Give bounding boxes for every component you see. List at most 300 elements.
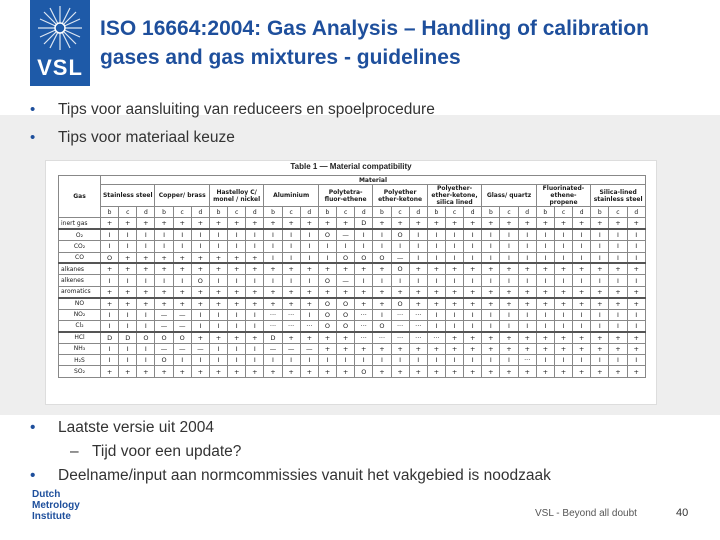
compatibility-cell: O (318, 320, 336, 331)
gas-cell: CO₂ (59, 241, 101, 252)
compatibility-cell: I (591, 320, 609, 331)
compatibility-cell: + (173, 366, 191, 377)
compatibility-cell: I (500, 355, 518, 366)
compatibility-cell: O (173, 332, 191, 343)
compatibility-cell: + (373, 366, 391, 377)
condition-subheader: c (282, 207, 300, 218)
compatibility-cell: I (373, 309, 391, 320)
condition-subheader: c (119, 207, 137, 218)
compatibility-cell: I (101, 229, 119, 240)
compatibility-cell: + (427, 218, 445, 229)
compatibility-cell: + (482, 286, 500, 297)
compatibility-cell: + (264, 286, 282, 297)
compatibility-cell: + (482, 332, 500, 343)
table-row (59, 275, 646, 286)
compatibility-cell: + (228, 252, 246, 263)
compatibility-cell: + (500, 286, 518, 297)
compatibility-cell: O (337, 298, 355, 309)
condition-subheader: c (554, 207, 572, 218)
compatibility-cell: + (246, 218, 264, 229)
compatibility-cell: I (427, 229, 445, 240)
compatibility-cell: ··· (427, 332, 445, 343)
compatibility-cell: + (536, 332, 554, 343)
compatibility-cell: + (609, 263, 627, 274)
bullet-text: Tips voor aansluiting van reduceers en spoelprocedure (58, 101, 435, 118)
compatibility-cell: + (373, 298, 391, 309)
compatibility-cell: + (137, 286, 155, 297)
compatibility-cell: — (173, 320, 191, 331)
compatibility-cell: + (464, 332, 482, 343)
compatibility-cell: I (318, 355, 336, 366)
compatibility-cell: O (137, 332, 155, 343)
compatibility-cell: I (536, 241, 554, 252)
compatibility-cell: + (609, 218, 627, 229)
compatibility-cell: + (500, 263, 518, 274)
compatibility-cell: + (282, 218, 300, 229)
compatibility-cell: + (573, 332, 591, 343)
vsl-logo (30, 0, 90, 86)
compatibility-cell: + (518, 366, 536, 377)
compatibility-cell: + (173, 263, 191, 274)
compatibility-cell: + (554, 332, 572, 343)
table-row (59, 320, 646, 331)
compatibility-cell: ··· (409, 320, 427, 331)
compatibility-cell: I (591, 241, 609, 252)
compatibility-cell: + (591, 343, 609, 354)
compatibility-cell: + (427, 263, 445, 274)
compatibility-cell: I (264, 252, 282, 263)
compatibility-cell: I (554, 275, 572, 286)
compatibility-cell: O (101, 252, 119, 263)
compatibility-cell: I (209, 275, 227, 286)
compatibility-cell: + (318, 366, 336, 377)
compatibility-cell: + (300, 332, 318, 343)
table-row (59, 298, 646, 309)
compatibility-cell: I (264, 355, 282, 366)
compatibility-cell: + (409, 343, 427, 354)
compatibility-cell: I (445, 275, 463, 286)
compatibility-cell: + (609, 343, 627, 354)
compatibility-cell: I (609, 309, 627, 320)
compatibility-cell: + (409, 366, 427, 377)
compatibility-cell: I (464, 229, 482, 240)
compatibility-cell: + (318, 343, 336, 354)
material-name-header: Copper/ brass (155, 185, 209, 207)
compatibility-cell: I (518, 241, 536, 252)
top-bullet-list (30, 98, 690, 154)
compatibility-cell: + (228, 263, 246, 274)
compatibility-cell: I (246, 343, 264, 354)
compatibility-cell: + (500, 343, 518, 354)
compatibility-cell: I (373, 241, 391, 252)
compatibility-cell: + (191, 286, 209, 297)
compatibility-cell: I (119, 241, 137, 252)
compatibility-cell: I (173, 275, 191, 286)
compatibility-cell: + (101, 286, 119, 297)
table-row (59, 355, 646, 366)
compatibility-cell: I (500, 320, 518, 331)
compatibility-cell: + (155, 218, 173, 229)
compatibility-cell: I (246, 320, 264, 331)
material-compatibility-table-image (45, 160, 657, 405)
material-name-header: Fluorinated- ethene- propene (536, 185, 590, 207)
condition-subheader: d (355, 207, 373, 218)
compatibility-cell: + (573, 263, 591, 274)
compatibility-cell: + (464, 263, 482, 274)
compatibility-cell: I (173, 241, 191, 252)
compatibility-cell: + (627, 332, 645, 343)
gas-cell: O₂ (59, 229, 101, 240)
compatibility-cell: + (554, 298, 572, 309)
compatibility-cell: + (609, 298, 627, 309)
compatibility-cell: + (536, 218, 554, 229)
compatibility-cell: I (191, 355, 209, 366)
compatibility-cell: + (119, 298, 137, 309)
compatibility-cell: + (554, 263, 572, 274)
compatibility-cell: I (536, 229, 554, 240)
bullet-icon: • (30, 467, 36, 484)
compatibility-cell: I (482, 229, 500, 240)
compatibility-cell: I (445, 241, 463, 252)
compatibility-cell: + (445, 332, 463, 343)
compatibility-cell: I (228, 275, 246, 286)
condition-subheader: b (373, 207, 391, 218)
compatibility-cell: + (373, 218, 391, 229)
compatibility-cell: + (173, 218, 191, 229)
compatibility-cell: I (409, 355, 427, 366)
compatibility-cell: I (591, 229, 609, 240)
compatibility-cell: O (391, 263, 409, 274)
compatibility-cell: I (427, 275, 445, 286)
material-name-header: Polyether- ether-ketone, silica lined (427, 185, 481, 207)
compatibility-cell: O (155, 355, 173, 366)
compatibility-cell: I (119, 229, 137, 240)
bullet-icon: • (30, 101, 36, 118)
compatibility-cell: O (337, 252, 355, 263)
compatibility-cell: I (500, 309, 518, 320)
material-compatibility-table (58, 175, 646, 378)
compatibility-cell: I (500, 241, 518, 252)
compatibility-cell: I (627, 241, 645, 252)
compatibility-cell: — (264, 343, 282, 354)
compatibility-cell: I (518, 320, 536, 331)
compatibility-cell: + (155, 286, 173, 297)
compatibility-cell: I (536, 309, 554, 320)
compatibility-cell: + (137, 218, 155, 229)
compatibility-cell: I (300, 241, 318, 252)
material-header: Material (101, 176, 646, 185)
condition-subheader: d (573, 207, 591, 218)
condition-subheader: d (518, 207, 536, 218)
compatibility-cell: + (482, 218, 500, 229)
compatibility-cell: + (573, 218, 591, 229)
compatibility-cell: + (445, 218, 463, 229)
compatibility-cell: I (536, 252, 554, 263)
compatibility-cell: I (246, 309, 264, 320)
compatibility-cell: + (337, 366, 355, 377)
compatibility-cell: I (209, 320, 227, 331)
compatibility-cell: I (464, 355, 482, 366)
gas-cell: alkenes (59, 275, 101, 286)
compatibility-cell: I (173, 229, 191, 240)
compatibility-cell: I (445, 355, 463, 366)
compatibility-cell: I (137, 343, 155, 354)
gas-cell: HCl (59, 332, 101, 343)
compatibility-cell: I (155, 241, 173, 252)
dutch-metrology-institute-label (32, 489, 80, 522)
compatibility-cell: + (536, 286, 554, 297)
condition-subheader: c (609, 207, 627, 218)
compatibility-cell: + (119, 252, 137, 263)
compatibility-cell: + (500, 298, 518, 309)
compatibility-cell: I (464, 241, 482, 252)
compatibility-cell: + (554, 218, 572, 229)
compatibility-cell: I (282, 252, 300, 263)
compatibility-cell: I (137, 241, 155, 252)
dash-icon: – (70, 443, 79, 460)
material-name-header: Glass/ quartz (482, 185, 536, 207)
compatibility-cell: + (191, 366, 209, 377)
page-number: 40 (676, 507, 689, 519)
compatibility-cell: + (573, 298, 591, 309)
table-row (59, 229, 646, 240)
compatibility-cell: + (246, 286, 264, 297)
compatibility-cell: + (209, 332, 227, 343)
compatibility-cell: + (445, 366, 463, 377)
compatibility-cell: + (591, 263, 609, 274)
gas-cell: inert gas (59, 218, 101, 229)
compatibility-cell: + (627, 263, 645, 274)
compatibility-cell: — (173, 309, 191, 320)
compatibility-cell: I (282, 355, 300, 366)
compatibility-cell: I (536, 355, 554, 366)
compatibility-cell: + (409, 298, 427, 309)
compatibility-cell: + (591, 366, 609, 377)
compatibility-cell: + (518, 286, 536, 297)
compatibility-cell: + (119, 218, 137, 229)
compatibility-cell: I (464, 252, 482, 263)
compatibility-cell: I (282, 229, 300, 240)
condition-subheader: d (627, 207, 645, 218)
compatibility-cell: + (209, 218, 227, 229)
compatibility-cell: I (228, 309, 246, 320)
compatibility-cell: I (573, 252, 591, 263)
compatibility-cell: I (137, 320, 155, 331)
material-name-header: Polyether ether-ketone (373, 185, 427, 207)
compatibility-cell: ··· (391, 309, 409, 320)
compatibility-cell: I (573, 320, 591, 331)
compatibility-cell: I (246, 229, 264, 240)
footer-text: VSL - Beyond all doubt (535, 508, 637, 519)
compatibility-cell: + (209, 366, 227, 377)
compatibility-cell: I (573, 275, 591, 286)
compatibility-cell: + (427, 366, 445, 377)
compatibility-cell: I (427, 320, 445, 331)
compatibility-cell: I (155, 229, 173, 240)
compatibility-cell: I (445, 252, 463, 263)
compatibility-cell: + (228, 218, 246, 229)
compatibility-cell: I (482, 309, 500, 320)
compatibility-cell: + (137, 298, 155, 309)
compatibility-cell: + (337, 332, 355, 343)
compatibility-cell: + (300, 286, 318, 297)
compatibility-cell: I (591, 355, 609, 366)
condition-subheader: c (500, 207, 518, 218)
compatibility-cell: D (119, 332, 137, 343)
compatibility-cell: — (337, 229, 355, 240)
compatibility-cell: + (573, 286, 591, 297)
compatibility-cell: I (500, 275, 518, 286)
compatibility-cell: + (373, 286, 391, 297)
compatibility-cell: + (518, 332, 536, 343)
compatibility-cell: ··· (518, 355, 536, 366)
compatibility-cell: + (445, 263, 463, 274)
compatibility-cell: O (355, 252, 373, 263)
condition-subheader: b (482, 207, 500, 218)
compatibility-cell: I (573, 309, 591, 320)
compatibility-cell: + (191, 298, 209, 309)
compatibility-cell: + (318, 332, 336, 343)
compatibility-cell: I (137, 229, 155, 240)
compatibility-cell: + (482, 366, 500, 377)
compatibility-cell: + (191, 252, 209, 263)
compatibility-cell: I (609, 229, 627, 240)
compatibility-cell: + (464, 218, 482, 229)
gas-cell: SO₂ (59, 366, 101, 377)
compatibility-cell: I (373, 275, 391, 286)
compatibility-cell: + (318, 218, 336, 229)
gas-cell: NO (59, 298, 101, 309)
compatibility-cell: + (482, 343, 500, 354)
bullet-item (30, 98, 690, 126)
compatibility-cell: — (391, 252, 409, 263)
compatibility-cell: + (573, 343, 591, 354)
compatibility-cell: + (228, 298, 246, 309)
compatibility-cell: O (318, 309, 336, 320)
compatibility-cell: I (409, 241, 427, 252)
table-row (59, 332, 646, 343)
compatibility-cell: I (119, 320, 137, 331)
compatibility-cell: I (427, 252, 445, 263)
compatibility-cell: I (554, 309, 572, 320)
institute-line: Institute (32, 511, 71, 522)
compatibility-cell: ··· (391, 332, 409, 343)
compatibility-cell: ··· (264, 320, 282, 331)
condition-subheader: c (445, 207, 463, 218)
compatibility-cell: I (264, 229, 282, 240)
compatibility-cell: I (445, 229, 463, 240)
compatibility-cell: + (119, 366, 137, 377)
compatibility-cell: I (627, 320, 645, 331)
compatibility-cell: + (264, 298, 282, 309)
compatibility-cell: + (500, 218, 518, 229)
compatibility-cell: + (282, 263, 300, 274)
condition-subheader: b (209, 207, 227, 218)
compatibility-cell: + (173, 252, 191, 263)
compatibility-cell: + (409, 263, 427, 274)
compatibility-cell: + (155, 263, 173, 274)
compatibility-cell: + (591, 286, 609, 297)
bullet-text: Deelname/input aan normcommissies vanuit het vakgebied is noodzaak (58, 467, 551, 484)
compatibility-cell: + (191, 332, 209, 343)
compatibility-cell: + (464, 298, 482, 309)
compatibility-cell: I (264, 275, 282, 286)
compatibility-cell: D (264, 332, 282, 343)
compatibility-cell: I (264, 241, 282, 252)
compatibility-cell: + (627, 298, 645, 309)
compatibility-cell: + (445, 286, 463, 297)
compatibility-cell: I (155, 275, 173, 286)
compatibility-cell: + (246, 366, 264, 377)
compatibility-cell: I (536, 320, 554, 331)
bullet-item (30, 126, 690, 154)
compatibility-cell: + (137, 252, 155, 263)
compatibility-cell: + (536, 366, 554, 377)
compatibility-cell: — (173, 343, 191, 354)
table-row (59, 286, 646, 297)
compatibility-cell: I (482, 355, 500, 366)
compatibility-cell: + (246, 332, 264, 343)
bullet-item (30, 464, 710, 488)
compatibility-cell: + (209, 286, 227, 297)
compatibility-cell: — (191, 343, 209, 354)
condition-subheader: d (300, 207, 318, 218)
compatibility-cell: + (355, 298, 373, 309)
compatibility-cell: I (554, 252, 572, 263)
compatibility-cell: ··· (264, 309, 282, 320)
compatibility-cell: + (409, 286, 427, 297)
compatibility-cell: ··· (355, 332, 373, 343)
compatibility-cell: I (101, 309, 119, 320)
compatibility-cell: I (101, 343, 119, 354)
compatibility-cell: O (355, 366, 373, 377)
compatibility-cell: + (137, 263, 155, 274)
compatibility-cell: O (155, 332, 173, 343)
compatibility-cell: + (536, 263, 554, 274)
compatibility-cell: + (573, 366, 591, 377)
compatibility-cell: + (591, 332, 609, 343)
compatibility-cell: I (627, 355, 645, 366)
compatibility-cell: + (518, 218, 536, 229)
compatibility-cell: + (627, 218, 645, 229)
compatibility-cell: + (318, 286, 336, 297)
compatibility-cell: — (282, 343, 300, 354)
compatibility-cell: + (464, 286, 482, 297)
compatibility-cell: + (101, 218, 119, 229)
compatibility-cell: + (282, 298, 300, 309)
compatibility-cell: I (228, 241, 246, 252)
compatibility-cell: D (355, 218, 373, 229)
compatibility-cell: I (228, 355, 246, 366)
compatibility-cell: + (391, 286, 409, 297)
compatibility-cell: I (464, 320, 482, 331)
compatibility-cell: I (355, 355, 373, 366)
compatibility-cell: ··· (409, 332, 427, 343)
condition-subheader: d (464, 207, 482, 218)
compatibility-cell: O (191, 275, 209, 286)
gas-cell: H₂S (59, 355, 101, 366)
compatibility-cell: ··· (355, 309, 373, 320)
compatibility-cell: + (337, 218, 355, 229)
compatibility-cell: + (427, 286, 445, 297)
gas-cell: NO₂ (59, 309, 101, 320)
sub-bullet-text: Tijd voor een update? (92, 443, 242, 460)
compatibility-cell: I (355, 275, 373, 286)
compatibility-cell: I (101, 241, 119, 252)
compatibility-cell: I (318, 241, 336, 252)
compatibility-cell: I (209, 309, 227, 320)
compatibility-cell: + (373, 263, 391, 274)
